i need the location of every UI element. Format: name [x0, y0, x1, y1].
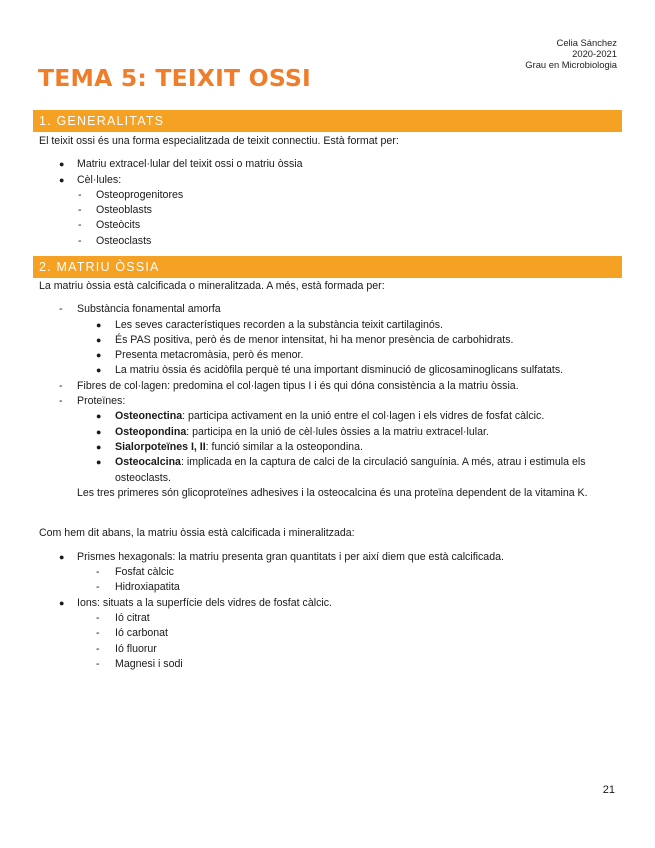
list-item: [39, 394, 616, 409]
dash-icon: -: [59, 379, 63, 392]
list-item: [39, 333, 616, 348]
bullet-icon: ●: [96, 426, 102, 437]
list-item: [39, 302, 616, 317]
list-item-text: Ió fluorur: [115, 642, 157, 655]
bullet-icon: ●: [59, 174, 65, 185]
list-item-text: Osteòcits: [96, 219, 141, 232]
dash-icon: -: [96, 657, 100, 670]
list-item-text: [115, 409, 544, 424]
list-item: [39, 565, 616, 580]
list-item: [39, 425, 616, 440]
list-item-text: És PAS positiva, però és de menor intensitat, hi ha menor presència de carbohidrats.: [115, 333, 514, 346]
academic-year: 2020-2021: [572, 48, 617, 59]
list-item-text: Ions: situats a la superfície dels vidres de fosfat càlcic.: [77, 596, 332, 609]
bullet-icon: ●: [59, 551, 65, 562]
list-item: [39, 218, 616, 233]
protein-name: Osteonectina: [115, 410, 183, 423]
list-item: [39, 642, 616, 657]
list-item: [39, 626, 616, 641]
list-item: [39, 363, 616, 378]
protein-desc: : implicada en la captura de calci de la circulació sanguínia. A més, atrau i estimula els osteoclasts.: [115, 456, 586, 484]
list-item-text: Cèl·lules:: [77, 173, 122, 186]
list-item-text: Substància fonamental amorfa: [77, 303, 221, 316]
dash-icon: -: [96, 566, 100, 579]
bullet-icon: ●: [96, 411, 102, 422]
list-item-text: Proteïnes:: [77, 395, 126, 408]
list-item: [39, 348, 616, 363]
section-generalitats: [39, 134, 616, 249]
dash-icon: -: [78, 188, 82, 201]
list-item-text: Prismes hexagonals: la matriu presenta gran quantitats i per així diem que està calcificada.: [77, 550, 504, 563]
list-item-text: [115, 425, 489, 440]
bullet-icon: ●: [96, 334, 102, 345]
author-name: Celia Sánchez: [556, 37, 617, 48]
protein-note: Les tres primeres són glicoproteïnes adhesives i la osteocalcina és una proteïna dependent de la vitamina K.: [77, 486, 588, 499]
section-heading-matriu-ossia: 2. MATRIU ÒSSIA: [33, 256, 622, 278]
list-item-text: Ió carbonat: [115, 627, 169, 640]
paragraph: [39, 526, 616, 541]
list-item-text: Osteoblasts: [96, 204, 152, 217]
list-item: [39, 580, 616, 595]
bullet-icon: ●: [96, 365, 102, 376]
bullet-icon: ●: [59, 597, 65, 608]
dash-icon: -: [59, 395, 63, 408]
list-item-text: Magnesi i sodi: [115, 657, 183, 670]
dash-icon: -: [96, 611, 100, 624]
section-matriu-ossia: [39, 279, 616, 672]
list-item-text: [115, 440, 363, 455]
dash-icon: -: [96, 627, 100, 640]
intro-text: La matriu òssia està calcificada o mineralitzada. A més, està formada per:: [39, 280, 385, 292]
protein-name: Osteopondina: [115, 425, 187, 438]
list-item: [39, 379, 616, 394]
course-name: Grau en Microbiologia: [525, 59, 617, 70]
list-item: [39, 203, 616, 218]
bullet-icon: ●: [59, 159, 65, 170]
list-item-text: Fosfat càlcic: [115, 566, 174, 579]
protein-desc: : funció similar a la osteopondina.: [205, 440, 363, 453]
list-item-text: Osteoclasts: [96, 234, 152, 247]
list-item-text: [115, 455, 616, 486]
paragraph: [39, 486, 616, 517]
list-item-text: Fibres de col·lagen: predomina el col·lagen tipus I i és qui dóna consistència a la matriu òssia.: [77, 379, 519, 392]
section-intro: [39, 134, 616, 149]
list-item-text: Matriu extracel·lular del teixit ossi o matriu òssia: [77, 158, 303, 171]
list-item: [39, 157, 616, 172]
intro-text: El teixit ossi és una forma especialitzada de teixit connectiu. Està format per:: [39, 135, 399, 147]
list-item: [39, 409, 616, 424]
dash-icon: -: [96, 581, 100, 594]
list-item: [39, 188, 616, 203]
list-item-text: Hidroxiapatita: [115, 581, 180, 594]
section-heading-generalitats: 1. GENERALITATS: [33, 110, 622, 132]
protein-name: Osteocalcina: [115, 456, 181, 469]
section-intro: [39, 279, 616, 294]
intro-text: Com hem dit abans, la matriu òssia està calcificada i mineralitzada:: [39, 527, 355, 540]
dash-icon: -: [96, 642, 100, 655]
list-item: [39, 596, 616, 611]
list-item: [39, 173, 616, 188]
list-item: [39, 234, 616, 249]
list-item: [39, 455, 616, 486]
list-item: [39, 440, 616, 455]
bullet-icon: ●: [96, 350, 102, 361]
list-item: [39, 657, 616, 672]
dash-icon: -: [59, 303, 63, 316]
dash-icon: -: [78, 219, 82, 232]
list-item-text: Osteoprogenitores: [96, 188, 184, 201]
page-title: TEMA 5: TEIXIT OSSI: [38, 64, 311, 92]
dash-icon: -: [78, 204, 82, 217]
bullet-icon: ●: [96, 441, 102, 452]
document-header: [525, 37, 617, 70]
protein-desc: : participa en la unió de cèl·lules òssies a la matriu extracel·lular.: [186, 425, 489, 438]
dash-icon: -: [78, 234, 82, 247]
list-item: [39, 318, 616, 333]
page-number: 21: [602, 784, 615, 796]
list-item: [39, 611, 616, 626]
list-item-text: Les seves característiques recorden a la substància teixit cartilaginós.: [115, 318, 443, 331]
bullet-icon: ●: [96, 319, 102, 330]
list-item-text: Ió citrat: [115, 611, 150, 624]
list-item-text: Presenta metacromàsia, però és menor.: [115, 349, 304, 362]
bullet-icon: ●: [96, 457, 102, 468]
protein-desc: : participa activament en la unió entre el col·lagen i els vidres de fosfat càlcic.: [182, 410, 545, 423]
protein-name: Sialorpoteïnes I, II: [115, 440, 206, 453]
list-item-text: La matriu òssia és acidòfila perquè té una important disminució de glicosaminoglicans sulfatats.: [115, 364, 564, 377]
list-item: [39, 550, 616, 565]
